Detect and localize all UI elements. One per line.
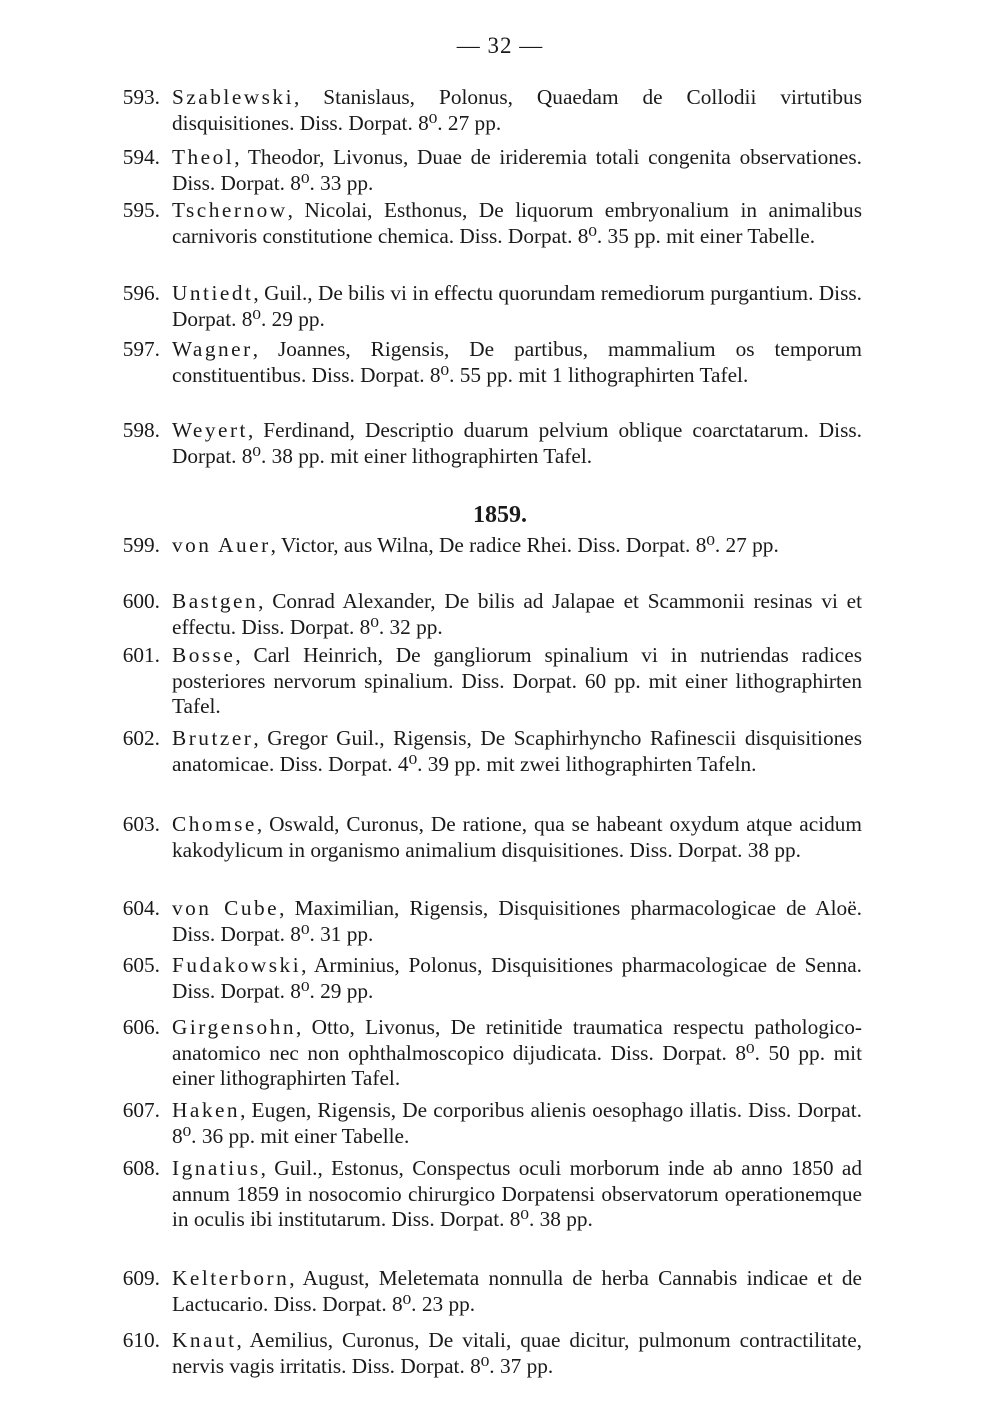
entry-number: 595. bbox=[122, 198, 160, 222]
entry-number: 606. bbox=[122, 1015, 160, 1039]
entry-text bbox=[172, 533, 862, 559]
entry-details: , Maximilian, Rigensis, Disquisitiones pharmacologicae de Aloë. Diss. Dorpat. 8⁰. 31 pp. bbox=[172, 896, 862, 946]
entry-details: , Otto, Livonus, De retinitide traumatica respectu pathologico-anatomico nec non ophthalmoscopico dijudicata. Diss. Dorpat. 8⁰. 50 pp. mit einer lithographirten Tafel. bbox=[172, 1015, 862, 1090]
author-name: Weyert bbox=[172, 418, 248, 442]
author-name: Wagner bbox=[172, 337, 253, 361]
author-name: von Cube bbox=[172, 896, 280, 920]
entry-details: , Guil., Estonus, Conspectus oculi morborum inde ab anno 1850 ad annum 1859 in nosocomio chirurgico Dorpatensi observatorum operationemque in oculis ibi institutarum. Diss. Dorpat. 8⁰. 38 pp. bbox=[172, 1156, 862, 1231]
author-name: Knaut bbox=[172, 1328, 237, 1352]
entry-number: 596. bbox=[122, 281, 160, 305]
author-name: Szablewski bbox=[172, 85, 295, 109]
entry-details: , Guil., De bilis vi in effectu quorundam remediorum purgantium. Diss. Dorpat. 8⁰. 29 pp. bbox=[172, 281, 862, 331]
page-number: — 32 — bbox=[456, 33, 544, 58]
author-name: Theol bbox=[172, 145, 235, 169]
entry-number: 599. bbox=[122, 533, 160, 557]
entry-number: 608. bbox=[122, 1156, 160, 1180]
author-name: Bosse bbox=[172, 643, 236, 667]
author-name: Bastgen bbox=[172, 589, 259, 613]
entry-text bbox=[172, 1098, 862, 1149]
entry-details: , Ferdinand, Descriptio duarum pelvium oblique coarctatarum. Diss. Dorpat. 8⁰. 38 pp. mit einer lithographirten Tafel. bbox=[172, 418, 862, 468]
author-name: Brutzer bbox=[172, 726, 254, 750]
entry-text bbox=[172, 145, 862, 196]
entry-details: , August, Meletemata nonnulla de herba Cannabis indicae et de Lactucario. Diss. Dorpat. 8⁰. 23 pp. bbox=[172, 1266, 862, 1316]
entry-text bbox=[172, 198, 862, 249]
entry-number: 604. bbox=[122, 896, 160, 920]
year-heading: 1859. bbox=[473, 502, 527, 528]
entry-details: , Conrad Alexander, De bilis ad Jalapae et Scammonii resinas vi et effectu. Diss. Dorpat. 8⁰. 32 pp. bbox=[172, 589, 862, 639]
entry-number: 610. bbox=[122, 1328, 160, 1352]
entry-text bbox=[172, 281, 862, 332]
entry-number: 603. bbox=[122, 812, 160, 836]
author-name: von Auer bbox=[172, 533, 271, 557]
entry-number: 593. bbox=[122, 85, 160, 109]
entry-text bbox=[172, 953, 862, 1004]
entry-details: , Gregor Guil., Rigensis, De Scaphirhyncho Rafinescii disquisitiones anatomicae. Diss. Dorpat. 4⁰. 39 pp. mit zwei lithographirten Tafeln. bbox=[172, 726, 862, 776]
entry-details: , Oswald, Curonus, De ratione, qua se habeant oxydum atque acidum kakodylicum in organismo animalium disquisitiones. Diss. Dorpat. 38 pp. bbox=[172, 812, 862, 862]
entry-text bbox=[172, 1156, 862, 1233]
author-name: Girgensohn bbox=[172, 1015, 296, 1039]
author-name: Haken bbox=[172, 1098, 241, 1122]
entry-number: 598. bbox=[122, 418, 160, 442]
entry-text bbox=[172, 812, 862, 863]
entry-details: , Aemilius, Curonus, De vitali, quae dicitur, pulmonum contractilitate, nervis vagis irritatis. Diss. Dorpat. 8⁰. 37 pp. bbox=[172, 1328, 862, 1378]
entry-number: 597. bbox=[122, 337, 160, 361]
author-name: Chomse bbox=[172, 812, 257, 836]
entry-text bbox=[172, 85, 862, 136]
entry-details: , Theodor, Livonus, Duae de irideremia totali congenita observationes. Diss. Dorpat. 8⁰. 33 pp. bbox=[172, 145, 862, 195]
author-name: Kelterborn bbox=[172, 1266, 290, 1290]
entry-details: , Arminius, Polonus, Disquisitiones pharmacologicae de Senna. Diss. Dorpat. 8⁰. 29 pp. bbox=[172, 953, 862, 1003]
entry-text bbox=[172, 896, 862, 947]
entry-details: , Joannes, Rigensis, De partibus, mammalium os temporum constituentibus. Diss. Dorpat. 8⁰. 55 pp. mit 1 lithographirten Tafel. bbox=[172, 337, 862, 387]
author-name: Fudakowski bbox=[172, 953, 302, 977]
entry-text bbox=[172, 418, 862, 469]
entry-number: 609. bbox=[122, 1266, 160, 1290]
entry-text bbox=[172, 726, 862, 777]
author-name: Ignatius bbox=[172, 1156, 261, 1180]
entry-text bbox=[172, 1015, 862, 1092]
entry-details: , Stanislaus, Polonus, Quaedam de Collodii virtutibus disquisitiones. Diss. Dorpat. 8⁰. 27 pp. bbox=[172, 85, 862, 135]
entry-number: 607. bbox=[122, 1098, 160, 1122]
entry-text bbox=[172, 337, 862, 388]
author-name: Untiedt bbox=[172, 281, 254, 305]
entry-number: 594. bbox=[122, 145, 160, 169]
entry-text bbox=[172, 589, 862, 640]
entry-text bbox=[172, 1328, 862, 1379]
entry-details: , Carl Heinrich, De gangliorum spinalium vi in nutriendas radices posteriores nervorum spinalium. Diss. Dorpat. 60 pp. mit einer lithographirten Tafel. bbox=[172, 643, 862, 718]
entry-number: 600. bbox=[122, 589, 160, 613]
entry-number: 605. bbox=[122, 953, 160, 977]
entry-details: , Victor, aus Wilna, De radice Rhei. Diss. Dorpat. 8⁰. 27 pp. bbox=[270, 533, 779, 557]
entry-details: , Nicolai, Esthonus, De liquorum embryonalium in animalibus carnivoris constitutione chemica. Diss. Dorpat. 8⁰. 35 pp. mit einer Tabelle. bbox=[172, 198, 862, 248]
entry-text bbox=[172, 643, 862, 720]
author-name: Tschernow bbox=[172, 198, 288, 222]
entry-text bbox=[172, 1266, 862, 1317]
entry-number: 602. bbox=[122, 726, 160, 750]
entry-number: 601. bbox=[122, 643, 160, 667]
entry-details: , Eugen, Rigensis, De corporibus alienis oesophago illatis. Diss. Dorpat. 8⁰. 36 pp. mit einer Tabelle. bbox=[172, 1098, 862, 1148]
